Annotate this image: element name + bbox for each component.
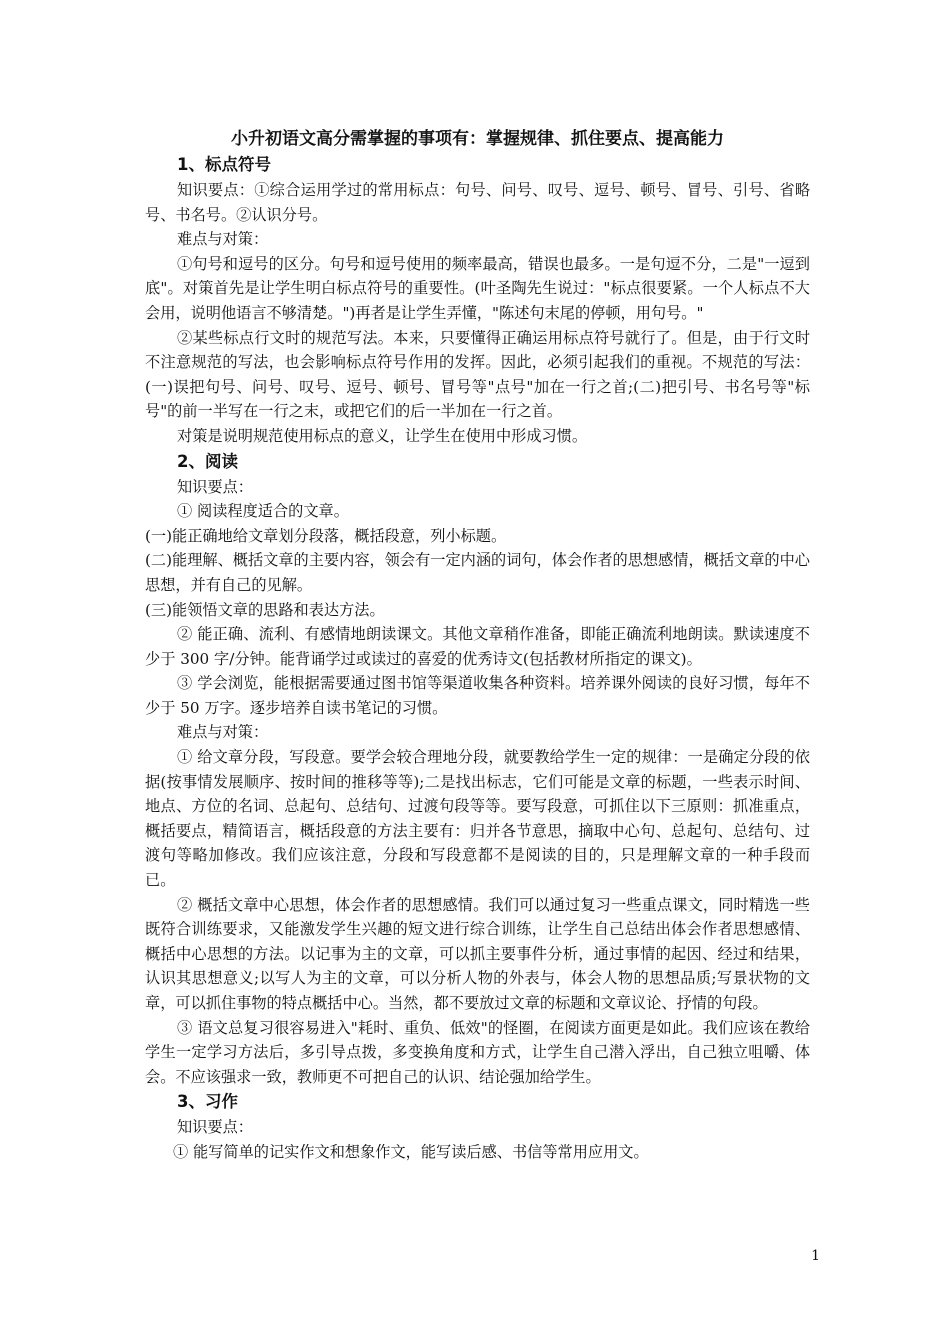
paragraph: ① 阅读程度适合的文章。 xyxy=(177,502,349,521)
paragraph: 对策是说明规范使用标点的意义，让学生在使用中形成习惯。 xyxy=(177,426,588,445)
paragraph: ② 能正确、流利、有感情地朗读课文。其他文章稍作准备，即能正确流利地朗读。默读速度不少于 300 字/分钟。能背诵学过或读过的喜爱的优秀诗文(包括教材所指定的课文)。 xyxy=(145,625,810,668)
paragraph: 难点与对策： xyxy=(177,230,269,249)
document-body xyxy=(145,126,810,1165)
paragraph: 知识要点： xyxy=(177,477,253,496)
paragraph: ③ 学会浏览，能根据需要通过图书馆等渠道收集各种资料。培养课外阅读的良好习惯，每年不少于 50 万字。逐步培养自读书笔记的习惯。 xyxy=(145,674,810,717)
section-heading-writing: 3、习作 xyxy=(177,1092,238,1112)
paragraph: ①句号和逗号的区分。句号和逗号使用的频率最高，错误也最多。一是句逗不分，二是"一逗到底"。对策首先是让学生明白标点符号的重要性。(叶圣陶先生说过："标点很要紧。一个人标点不大会用，说明他语言不够清楚。")再者是让学生弄懂，"陈述句末尾的停顿，用句号。" xyxy=(145,254,810,322)
section-heading-punctuation: 1、标点符号 xyxy=(177,155,271,174)
section-heading-reading: 2、阅读 xyxy=(177,451,238,471)
document-title: 小升初语文高分需掌握的事项有：掌握规律、抓住要点、提高能力 xyxy=(231,129,724,149)
paragraph: 知识要点：①综合运用学过的常用标点：句号、问号、叹号、逗号、顿号、冒号、引号、省略号、书名号。②认识分号。 xyxy=(145,181,810,224)
paragraph: (二)能理解、概括文章的主要内容，领会有一定内涵的词句，体会作者的思想感情，概括文章的中心思想，并有自己的见解。 xyxy=(145,551,810,594)
paragraph: 难点与对策： xyxy=(177,723,269,742)
paragraph: ③ 语文总复习很容易进入"耗时、重负、低效"的怪圈，在阅读方面更是如此。我们应该在教给学生一定学习方法后，多引导点拨，多变换角度和方式，让学生自己潜入浮出，自己独立咀嚼、体会。不应该强求一致，教师更不可把自己的认识、结论强加给学生。 xyxy=(145,1018,810,1086)
paragraph: ②某些标点行文时的规范写法。本来，只要懂得正确运用标点符号就行了。但是，由于行文时不注意规范的写法，也会影响标点符号作用的发挥。因此，必须引起我们的重视。不规范的写法：(一)误把句号、问号、叹号、逗号、顿号、冒号等"点号"加在一行之首;(二)把引号、书名号等"标号"的前一半写在一行之末，或把它们的后一半加在一行之首。 xyxy=(145,328,810,421)
paragraph: ① 给文章分段，写段意。要学会较合理地分段，就要教给学生一定的规律：一是确定分段的依据(按事情发展顺序、按时间的推移等等);二是找出标志，它们可能是文章的标题，一些表示时间、地点、方位的名词、总起句、总结句、过渡句段等等。要写段意，可抓住以下三原则：抓准重点，概括要点，精简语言，概括段意的方法主要有：归并各节意思，摘取中心句、总起句、总结句、过渡句等略加修改。我们应该注意，分段和写段意都不是阅读的目的，只是理解文章的一种手段而已。 xyxy=(145,748,810,890)
paragraph: (一)能正确地给文章划分段落，概括段意，列小标题。 xyxy=(145,526,507,545)
paragraph: ① 能写简单的记实作文和想象作文，能写读后感、书信等常用应用文。 xyxy=(173,1142,649,1161)
paragraph: ② 概括文章中心思想，体会作者的思想感情。我们可以通过复习一些重点课文，同时精选一些既符合训练要求，又能激发学生兴趣的短文进行综合训练，让学生自己总结出体会作者思想感情、概括中心思想的方法。以记事为主的文章，可以抓主要事件分析，通过事情的起因、经过和结果，认识其思想意义;以写人为主的文章，可以分析人物的外表与，体会人物的思想品质;写景状物的文章，可以抓住事物的特点概括中心。当然，都不要放过文章的标题和文章议论、抒情的句段。 xyxy=(145,895,810,1012)
page-number: 1 xyxy=(811,1248,820,1264)
paragraph: 知识要点： xyxy=(177,1118,253,1137)
paragraph: (三)能领悟文章的思路和表达方法。 xyxy=(145,600,385,619)
